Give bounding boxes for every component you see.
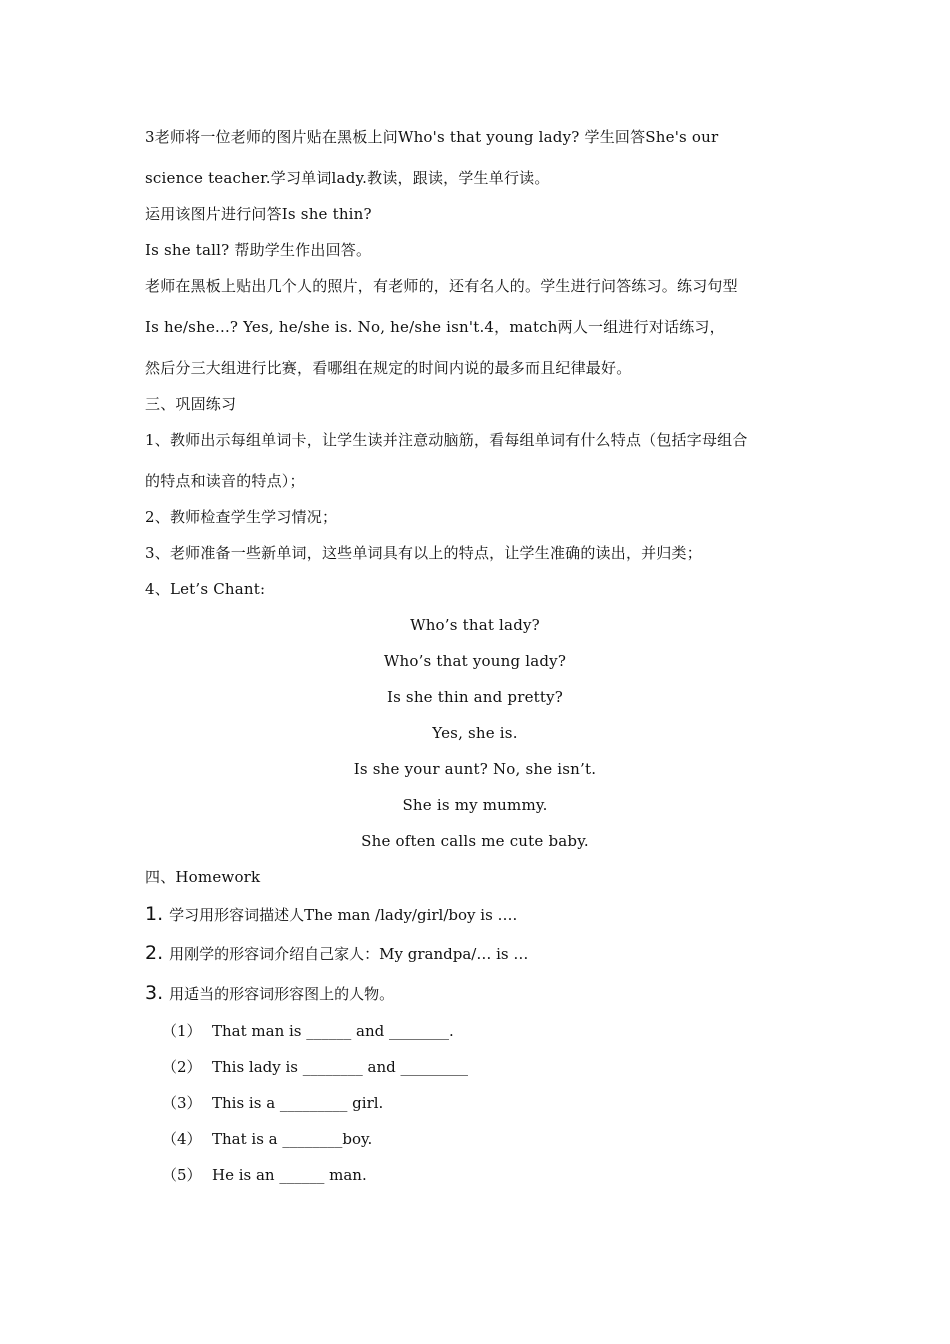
section-heading: 三、巩固练习 xyxy=(145,395,237,413)
practice-item: 3、老师准备一些新单词，这些单词具有以上的特点，让学生准确的读出，并归类； xyxy=(145,544,702,562)
homework-task xyxy=(145,902,517,927)
practice-item: 1、教师出示每组单词卡，让学生读并注意动脑筋，看每组单词有什么特点（包括字母组合 xyxy=(145,431,748,449)
exercise-item xyxy=(162,1129,372,1149)
chant-line: Is she thin and pretty? xyxy=(386,688,564,706)
exercise-number: （2） xyxy=(162,1058,202,1076)
practice-item: 4、Let’s Chant: xyxy=(145,580,266,598)
task-text: 学习用形容词描述人The man /lady/girl/boy is …. xyxy=(169,906,518,924)
exercise-text: That man is ______ and ________. xyxy=(212,1022,454,1040)
exercise-text: This is a _________ girl. xyxy=(212,1094,384,1112)
section-heading: 四、Homework xyxy=(145,868,261,886)
task-number: 2. xyxy=(145,942,164,964)
paragraph-line: science teacher.学习单词lady.教读，跟读，学生单行读。 xyxy=(145,169,550,187)
chant-line: Who’s that young lady? xyxy=(383,652,567,670)
exercise-text: That is a ________boy. xyxy=(212,1130,373,1148)
paragraph-line: 3老师将一位老师的图片贴在黑板上问Who's that young lady? 学生回答She's our xyxy=(145,128,719,146)
exercise-number: （3） xyxy=(162,1094,202,1112)
exercise-text: This lady is ________ and _________ xyxy=(212,1058,469,1076)
paragraph-line: Is she tall? 帮助学生作出回答。 xyxy=(145,241,372,259)
paragraph-line: 老师在黑板上贴出几个人的照片，有老师的，还有名人的。学生进行问答练习。练习句型 xyxy=(145,277,738,295)
chant-line: She often calls me cute baby. xyxy=(361,832,589,850)
exercise-number: （5） xyxy=(162,1166,202,1184)
practice-item: 的特点和读音的特点）； xyxy=(145,472,305,490)
paragraph-line: 运用该图片进行问答Is she thin? xyxy=(145,205,372,223)
chant-line: She is my mummy. xyxy=(402,796,548,814)
exercise-text: He is an ______ man. xyxy=(212,1166,367,1184)
paragraph-line: 然后分三大组进行比赛，看哪组在规定的时间内说的最多而且纪律最好。 xyxy=(145,359,632,377)
chant-line: Is she your aunt? No, she isn’t. xyxy=(353,760,597,778)
practice-item: 2、教师检查学生学习情况； xyxy=(145,508,338,526)
homework-task xyxy=(145,941,528,966)
exercise-item xyxy=(162,1021,454,1041)
task-text: 用适当的形容词形容图上的人物。 xyxy=(169,985,395,1003)
chant-line: Yes, she is. xyxy=(432,724,518,742)
exercise-number: （4） xyxy=(162,1130,202,1148)
exercise-item xyxy=(162,1057,468,1077)
task-number: 3. xyxy=(145,982,164,1004)
task-number: 1. xyxy=(145,903,164,925)
task-text: 用刚学的形容词介绍自己家人：My grandpa/… is … xyxy=(169,945,529,963)
exercise-number: （1） xyxy=(162,1022,202,1040)
exercise-item xyxy=(162,1165,367,1185)
homework-task xyxy=(145,981,394,1006)
exercise-item xyxy=(162,1093,383,1113)
chant-line: Who’s that lady? xyxy=(410,616,540,634)
paragraph-line: Is he/she...? Yes, he/she is. No, he/she isn't.4，match两人一组进行对话练习， xyxy=(145,318,725,336)
